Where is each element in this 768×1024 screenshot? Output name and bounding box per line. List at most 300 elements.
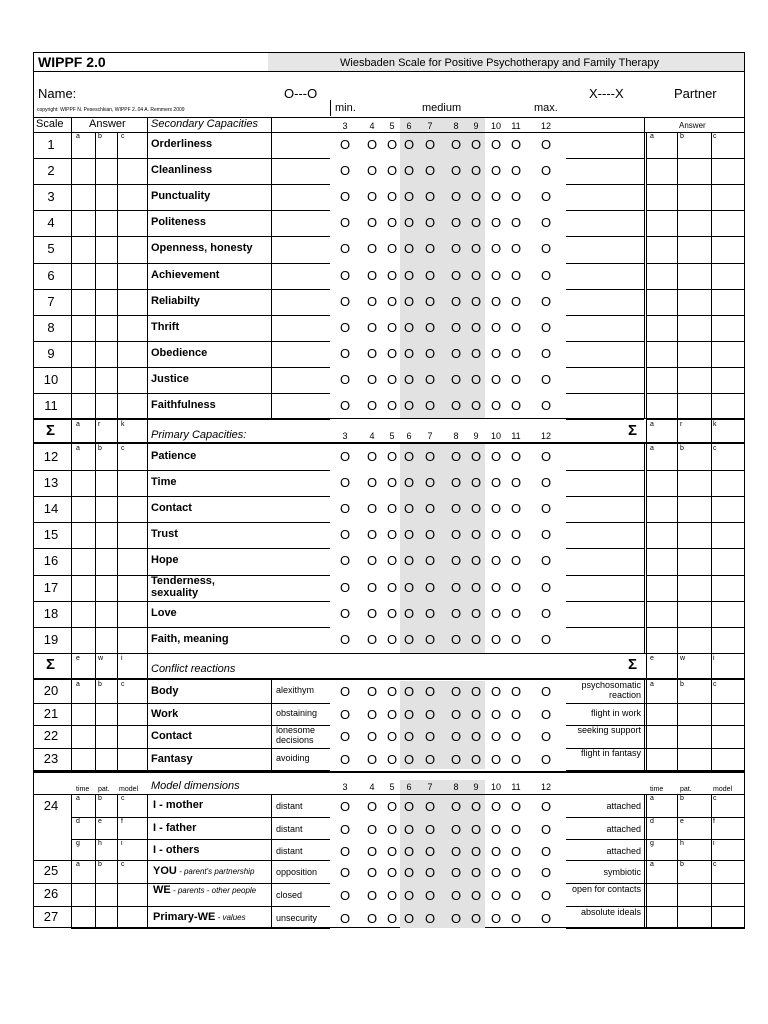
primary-16-option-4[interactable]: O [366, 553, 378, 569]
conflict-23-option-5[interactable]: O [386, 751, 398, 767]
section-primary: Primary Capacities: [151, 429, 247, 441]
primary-16-option-11[interactable]: O [510, 553, 522, 569]
secondary-3-option-5[interactable]: O [386, 189, 398, 205]
model-3-option-7[interactable]: O [424, 865, 436, 880]
primary-13-option-4[interactable]: O [366, 475, 378, 491]
primary-17-option-5[interactable]: O [386, 579, 398, 595]
model-4-option-9[interactable]: O [470, 888, 482, 903]
conflict-23-option-3[interactable]: O [339, 751, 351, 767]
primary-14-option-7[interactable]: O [424, 501, 436, 517]
primary-16-option-6[interactable]: O [403, 553, 415, 569]
model-1-option-5[interactable]: O [386, 822, 398, 837]
conflict-21-option-7[interactable]: O [424, 706, 436, 722]
secondary-5-option-3[interactable]: O [339, 241, 351, 257]
conflict-21-option-10[interactable]: O [490, 706, 502, 722]
secondary-1-option-6[interactable]: O [403, 137, 415, 152]
secondary-5-option-6[interactable]: O [403, 241, 415, 257]
secondary-2-option-10[interactable]: O [490, 163, 502, 179]
conflict-23-option-10[interactable]: O [490, 751, 502, 767]
secondary-4-option-5[interactable]: O [386, 215, 398, 231]
secondary-5-option-12[interactable]: O [540, 241, 552, 257]
secondary-8-option-12[interactable]: O [540, 319, 552, 335]
conflict-21-option-5[interactable]: O [386, 706, 398, 722]
secondary-10-option-7[interactable]: O [424, 371, 436, 387]
model-1-option-9[interactable]: O [470, 822, 482, 837]
model-2-option-11[interactable]: O [510, 844, 522, 859]
secondary-3-option-12[interactable]: O [540, 189, 552, 205]
model-2-option-5[interactable]: O [386, 844, 398, 859]
primary-17-option-8[interactable]: O [450, 579, 462, 595]
secondary-6-option-9[interactable]: O [470, 267, 482, 283]
model-0-option-11[interactable]: O [510, 799, 522, 814]
conflict-23-option-7[interactable]: O [424, 751, 436, 767]
secondary-11-option-7[interactable]: O [424, 398, 436, 413]
secondary-7-option-11[interactable]: O [510, 293, 522, 309]
model-2-option-9[interactable]: O [470, 844, 482, 859]
secondary-6-option-12[interactable]: O [540, 267, 552, 283]
secondary-2-option-4[interactable]: O [366, 163, 378, 179]
conflict-20-option-12[interactable]: O [540, 684, 552, 699]
secondary-10-option-4[interactable]: O [366, 371, 378, 387]
model-1-option-3[interactable]: O [339, 822, 351, 837]
model-0-option-10[interactable]: O [490, 799, 502, 814]
secondary-1-option-4[interactable]: O [366, 137, 378, 152]
conflict-20-option-3[interactable]: O [339, 684, 351, 699]
conflict-23-option-6[interactable]: O [403, 751, 415, 767]
model-4-option-11[interactable]: O [510, 888, 522, 903]
primary-13-option-7[interactable]: O [424, 475, 436, 491]
model-3-option-6[interactable]: O [403, 865, 415, 880]
secondary-8-option-3[interactable]: O [339, 319, 351, 335]
primary-13-option-8[interactable]: O [450, 475, 462, 491]
model-1-option-6[interactable]: O [403, 822, 415, 837]
right-pole-label: attached [606, 801, 641, 811]
primary-17-option-11[interactable]: O [510, 579, 522, 595]
primary-13-option-10[interactable]: O [490, 475, 502, 491]
primary-19-option-11[interactable]: O [510, 631, 522, 647]
model-2-option-6[interactable]: O [403, 844, 415, 859]
model-3-option-12[interactable]: O [540, 865, 552, 880]
secondary-1-option-10[interactable]: O [490, 137, 502, 152]
secondary-8-option-7[interactable]: O [424, 319, 436, 335]
secondary-1-option-9[interactable]: O [470, 137, 482, 152]
conflict-20-option-4[interactable]: O [366, 684, 378, 699]
model-5-option-9[interactable]: O [470, 911, 482, 926]
secondary-8-option-9[interactable]: O [470, 319, 482, 335]
conflict-22-option-5[interactable]: O [386, 729, 398, 744]
primary-14-option-6[interactable]: O [403, 501, 415, 517]
primary-13-option-6[interactable]: O [403, 475, 415, 491]
secondary-2-option-8[interactable]: O [450, 163, 462, 179]
secondary-9-option-5[interactable]: O [386, 345, 398, 361]
secondary-7-option-3[interactable]: O [339, 293, 351, 309]
model-4-option-12[interactable]: O [540, 888, 552, 903]
model-3-option-3[interactable]: O [339, 865, 351, 880]
secondary-10-option-5[interactable]: O [386, 371, 398, 387]
primary-18-option-6[interactable]: O [403, 605, 415, 621]
secondary-4-option-8[interactable]: O [450, 215, 462, 231]
secondary-6-option-6[interactable]: O [403, 267, 415, 283]
model-sub-0-left-sub-0: a [76, 795, 80, 802]
secondary-10-option-11[interactable]: O [510, 371, 522, 387]
conflict-20-option-9[interactable]: O [470, 684, 482, 699]
secondary-10-option-8[interactable]: O [450, 371, 462, 387]
primary-14-option-8[interactable]: O [450, 501, 462, 517]
secondary-5-option-10[interactable]: O [490, 241, 502, 257]
secondary-4-option-9[interactable]: O [470, 215, 482, 231]
model-0-option-6[interactable]: O [403, 799, 415, 814]
primary-16-option-3[interactable]: O [339, 553, 351, 569]
conflict-20-option-8[interactable]: O [450, 684, 462, 699]
secondary-9-option-4[interactable]: O [366, 345, 378, 361]
conflict-22-option-10[interactable]: O [490, 729, 502, 744]
secondary-9-option-7[interactable]: O [424, 345, 436, 361]
primary-19-option-7[interactable]: O [424, 631, 436, 647]
secondary-5-option-4[interactable]: O [366, 241, 378, 257]
secondary-1-option-3[interactable]: O [339, 137, 351, 152]
conflict-21-option-4[interactable]: O [366, 706, 378, 722]
primary-12-option-6[interactable]: O [403, 449, 415, 464]
secondary-4-option-11[interactable]: O [510, 215, 522, 231]
model-5-option-4[interactable]: O [366, 911, 378, 926]
primary-17-option-6[interactable]: O [403, 579, 415, 595]
primary-13-option-3[interactable]: O [339, 475, 351, 491]
model-5-option-12[interactable]: O [540, 911, 552, 926]
conflict-22-option-3[interactable]: O [339, 729, 351, 744]
secondary-6-option-3[interactable]: O [339, 267, 351, 283]
conflict-20-option-11[interactable]: O [510, 684, 522, 699]
primary-15-option-11[interactable]: O [510, 527, 522, 543]
secondary-3-option-8[interactable]: O [450, 189, 462, 205]
conflict-22-option-4[interactable]: O [366, 729, 378, 744]
model-5-option-6[interactable]: O [403, 911, 415, 926]
answer-right-column-rule [677, 132, 678, 418]
secondary-11-option-12[interactable]: O [540, 398, 552, 413]
secondary-2-option-5[interactable]: O [386, 163, 398, 179]
primary-tick-9: 9 [473, 431, 479, 441]
secondary-6-option-8[interactable]: O [450, 267, 462, 283]
secondary-6-option-4[interactable]: O [366, 267, 378, 283]
model-0-option-9[interactable]: O [470, 799, 482, 814]
primary-12-option-12[interactable]: O [540, 449, 552, 464]
primary-18-option-12[interactable]: O [540, 605, 552, 621]
model-5-option-5[interactable]: O [386, 911, 398, 926]
secondary-7-option-6[interactable]: O [403, 293, 415, 309]
primary-16-option-9[interactable]: O [470, 553, 482, 569]
model-0-option-12[interactable]: O [540, 799, 552, 814]
primary-15-option-8[interactable]: O [450, 527, 462, 543]
conflict-21-option-8[interactable]: O [450, 706, 462, 722]
secondary-10-option-10[interactable]: O [490, 371, 502, 387]
primary-14-option-3[interactable]: O [339, 501, 351, 517]
primary-15-option-5[interactable]: O [386, 527, 398, 543]
secondary-3-option-9[interactable]: O [470, 189, 482, 205]
conflict-22-option-9[interactable]: O [470, 729, 482, 744]
conflict-20-option-6[interactable]: O [403, 684, 415, 699]
primary-19-option-4[interactable]: O [366, 631, 378, 647]
conflict-23-option-4[interactable]: O [366, 751, 378, 767]
conflict-23-option-11[interactable]: O [510, 751, 522, 767]
primary-19-option-6[interactable]: O [403, 631, 415, 647]
primary-14-option-5[interactable]: O [386, 501, 398, 517]
primary-19-option-5[interactable]: O [386, 631, 398, 647]
secondary-11-option-8[interactable]: O [450, 398, 462, 413]
secondary-8-option-8[interactable]: O [450, 319, 462, 335]
conflict-22-option-11[interactable]: O [510, 729, 522, 744]
secondary-1-option-11[interactable]: O [510, 137, 522, 152]
primary-18-option-4[interactable]: O [366, 605, 378, 621]
secondary-10-option-9[interactable]: O [470, 371, 482, 387]
primary-15-option-12[interactable]: O [540, 527, 552, 543]
secondary-11-option-4[interactable]: O [366, 398, 378, 413]
secondary-2-option-11[interactable]: O [510, 163, 522, 179]
model-0-option-4[interactable]: O [366, 799, 378, 814]
primary-12-option-8[interactable]: O [450, 449, 462, 464]
model-3-option-10[interactable]: O [490, 865, 502, 880]
primary-16-option-12[interactable]: O [540, 553, 552, 569]
primary-16-option-5[interactable]: O [386, 553, 398, 569]
model-3-option-11[interactable]: O [510, 865, 522, 880]
answer-row-rule [33, 548, 147, 549]
primary-19-option-12[interactable]: O [540, 631, 552, 647]
primary-17-option-4[interactable]: O [366, 579, 378, 595]
model-1-option-12[interactable]: O [540, 822, 552, 837]
primary-15-option-10[interactable]: O [490, 527, 502, 543]
primary-12-option-5[interactable]: O [386, 449, 398, 464]
secondary-7-option-10[interactable]: O [490, 293, 502, 309]
secondary-5-option-5[interactable]: O [386, 241, 398, 257]
conflict-21-option-6[interactable]: O [403, 706, 415, 722]
secondary-3-option-11[interactable]: O [510, 189, 522, 205]
primary-13-option-11[interactable]: O [510, 475, 522, 491]
secondary-8-option-4[interactable]: O [366, 319, 378, 335]
secondary-6-option-10[interactable]: O [490, 267, 502, 283]
secondary-5-option-9[interactable]: O [470, 241, 482, 257]
secondary-9-option-10[interactable]: O [490, 345, 502, 361]
primary-13-option-12[interactable]: O [540, 475, 552, 491]
secondary-10-option-6[interactable]: O [403, 371, 415, 387]
secondary-3-option-3[interactable]: O [339, 189, 351, 205]
secondary-6-option-7[interactable]: O [424, 267, 436, 283]
secondary-9-option-3[interactable]: O [339, 345, 351, 361]
primary-18-option-9[interactable]: O [470, 605, 482, 621]
secondary-1-option-5[interactable]: O [386, 137, 398, 152]
conflict-22-option-12[interactable]: O [540, 729, 552, 744]
model-4-option-4[interactable]: O [366, 888, 378, 903]
secondary-11-option-3[interactable]: O [339, 398, 351, 413]
primary-19-option-9[interactable]: O [470, 631, 482, 647]
model-2-option-8[interactable]: O [450, 844, 462, 859]
conflict-right-sub-0: a [650, 681, 654, 688]
model-1-option-10[interactable]: O [490, 822, 502, 837]
model-2-option-4[interactable]: O [366, 844, 378, 859]
primary-17-option-12[interactable]: O [540, 579, 552, 595]
secondary-2-option-3[interactable]: O [339, 163, 351, 179]
primary-16-option-10[interactable]: O [490, 553, 502, 569]
secondary-1-option-7[interactable]: O [424, 137, 436, 152]
primary-12-option-7[interactable]: O [424, 449, 436, 464]
primary-17-option-9[interactable]: O [470, 579, 482, 595]
conflict-23-option-8[interactable]: O [450, 751, 462, 767]
secondary-8-option-5[interactable]: O [386, 319, 398, 335]
secondary-7-option-12[interactable]: O [540, 293, 552, 309]
secondary-2-option-9[interactable]: O [470, 163, 482, 179]
secondary-5-option-8[interactable]: O [450, 241, 462, 257]
model-0-option-7[interactable]: O [424, 799, 436, 814]
secondary-4-option-10[interactable]: O [490, 215, 502, 231]
primary-15-option-3[interactable]: O [339, 527, 351, 543]
conflict-21-option-11[interactable]: O [510, 706, 522, 722]
primary-18-option-8[interactable]: O [450, 605, 462, 621]
secondary-4-option-6[interactable]: O [403, 215, 415, 231]
secondary-4-option-12[interactable]: O [540, 215, 552, 231]
secondary-3-option-4[interactable]: O [366, 189, 378, 205]
secondary-9-option-9[interactable]: O [470, 345, 482, 361]
secondary-11-option-9[interactable]: O [470, 398, 482, 413]
primary-19-option-3[interactable]: O [339, 631, 351, 647]
secondary-3-option-7[interactable]: O [424, 189, 436, 205]
model-4-option-10[interactable]: O [490, 888, 502, 903]
model-tick-3: 3 [342, 782, 348, 792]
secondary-6-option-5[interactable]: O [386, 267, 398, 283]
primary-12-option-11[interactable]: O [510, 449, 522, 464]
secondary-7-option-5[interactable]: O [386, 293, 398, 309]
secondary-4-option-7[interactable]: O [424, 215, 436, 231]
model-1-option-4[interactable]: O [366, 822, 378, 837]
primary-14-option-4[interactable]: O [366, 501, 378, 517]
secondary-9-option-8[interactable]: O [450, 345, 462, 361]
model-2-option-10[interactable]: O [490, 844, 502, 859]
conflict-22-option-6[interactable]: O [403, 729, 415, 744]
conflict-23-option-9[interactable]: O [470, 751, 482, 767]
primary-12-option-3[interactable]: O [339, 449, 351, 464]
primary-12-option-10[interactable]: O [490, 449, 502, 464]
primary-18-option-10[interactable]: O [490, 605, 502, 621]
primary-15-option-6[interactable]: O [403, 527, 415, 543]
secondary-9-option-6[interactable]: O [403, 345, 415, 361]
secondary-8-option-11[interactable]: O [510, 319, 522, 335]
secondary-2-option-12[interactable]: O [540, 163, 552, 179]
model-4-option-7[interactable]: O [424, 888, 436, 903]
model-4-option-3[interactable]: O [339, 888, 351, 903]
secondary-3-option-6[interactable]: O [403, 189, 415, 205]
primary-14-option-9[interactable]: O [470, 501, 482, 517]
model-5-option-8[interactable]: O [450, 911, 462, 926]
secondary-11-option-5[interactable]: O [386, 398, 398, 413]
secondary-7-option-8[interactable]: O [450, 293, 462, 309]
model-3-option-9[interactable]: O [470, 865, 482, 880]
secondary-7-option-4[interactable]: O [366, 293, 378, 309]
primary-17-option-10[interactable]: O [490, 579, 502, 595]
conflict-22-option-7[interactable]: O [424, 729, 436, 744]
model-0-option-8[interactable]: O [450, 799, 462, 814]
primary-12-option-4[interactable]: O [366, 449, 378, 464]
primary-18-option-7[interactable]: O [424, 605, 436, 621]
secondary-7-option-7[interactable]: O [424, 293, 436, 309]
model-4-option-6[interactable]: O [403, 888, 415, 903]
model-5-option-11[interactable]: O [510, 911, 522, 926]
model-1-option-8[interactable]: O [450, 822, 462, 837]
primary-18-option-3[interactable]: O [339, 605, 351, 621]
secondary-4-option-4[interactable]: O [366, 215, 378, 231]
primary-13-option-9[interactable]: O [470, 475, 482, 491]
primary-18-option-11[interactable]: O [510, 605, 522, 621]
primary-19-option-10[interactable]: O [490, 631, 502, 647]
answer-column-rule [117, 680, 118, 770]
primary-15-option-4[interactable]: O [366, 527, 378, 543]
secondary-11-option-11[interactable]: O [510, 398, 522, 413]
model-1-option-7[interactable]: O [424, 822, 436, 837]
secondary-5-option-7[interactable]: O [424, 241, 436, 257]
primary-16-option-8[interactable]: O [450, 553, 462, 569]
primary-18-option-5[interactable]: O [386, 605, 398, 621]
secondary-8-option-10[interactable]: O [490, 319, 502, 335]
primary-15-option-9[interactable]: O [470, 527, 482, 543]
secondary-7-option-9[interactable]: O [470, 293, 482, 309]
primary-12-option-9[interactable]: O [470, 449, 482, 464]
secondary-9-option-11[interactable]: O [510, 345, 522, 361]
model-0-option-5[interactable]: O [386, 799, 398, 814]
secondary-10-option-12[interactable]: O [540, 371, 552, 387]
model-3-option-8[interactable]: O [450, 865, 462, 880]
secondary-1-option-8[interactable]: O [450, 137, 462, 152]
conflict-21-option-3[interactable]: O [339, 706, 351, 722]
secondary-6-option-11[interactable]: O [510, 267, 522, 283]
primary-19-option-8[interactable]: O [450, 631, 462, 647]
secondary-2-option-6[interactable]: O [403, 163, 415, 179]
model-3-option-4[interactable]: O [366, 865, 378, 880]
secondary-1-option-12[interactable]: O [540, 137, 552, 152]
model-5-option-3[interactable]: O [339, 911, 351, 926]
secondary-4-option-3[interactable]: O [339, 215, 351, 231]
model-0-option-3[interactable]: O [339, 799, 351, 814]
model-3-option-5[interactable]: O [386, 865, 398, 880]
secondary-11-option-10[interactable]: O [490, 398, 502, 413]
secondary-11-option-6[interactable]: O [403, 398, 415, 413]
primary-17-option-3[interactable]: O [339, 579, 351, 595]
primary-left-sub-2: c [121, 445, 125, 452]
primary-14-option-12[interactable]: O [540, 501, 552, 517]
secondary-10-option-3[interactable]: O [339, 371, 351, 387]
conflict-21-option-12[interactable]: O [540, 706, 552, 722]
model-5-option-10[interactable]: O [490, 911, 502, 926]
conflict-23-option-12[interactable]: O [540, 751, 552, 767]
conflict-21-option-9[interactable]: O [470, 706, 482, 722]
conflict-20-option-10[interactable]: O [490, 684, 502, 699]
model-2-option-12[interactable]: O [540, 844, 552, 859]
model-2-option-3[interactable]: O [339, 844, 351, 859]
primary-16-option-7[interactable]: O [424, 553, 436, 569]
conflict-20-option-7[interactable]: O [424, 684, 436, 699]
secondary-3-option-10[interactable]: O [490, 189, 502, 205]
primary-14-option-11[interactable]: O [510, 501, 522, 517]
model-1-option-11[interactable]: O [510, 822, 522, 837]
secondary-9-option-12[interactable]: O [540, 345, 552, 361]
model-4-option-8[interactable]: O [450, 888, 462, 903]
conflict-22-option-8[interactable]: O [450, 729, 462, 744]
model-2-option-7[interactable]: O [424, 844, 436, 859]
model-4-option-5[interactable]: O [386, 888, 398, 903]
conflict-20-option-5[interactable]: O [386, 684, 398, 699]
primary-14-option-10[interactable]: O [490, 501, 502, 517]
primary-13-option-5[interactable]: O [386, 475, 398, 491]
primary-17-option-7[interactable]: O [424, 579, 436, 595]
primary-15-option-7[interactable]: O [424, 527, 436, 543]
secondary-8-option-6[interactable]: O [403, 319, 415, 335]
model-5-option-7[interactable]: O [424, 911, 436, 926]
secondary-2-option-7[interactable]: O [424, 163, 436, 179]
secondary-5-option-11[interactable]: O [510, 241, 522, 257]
